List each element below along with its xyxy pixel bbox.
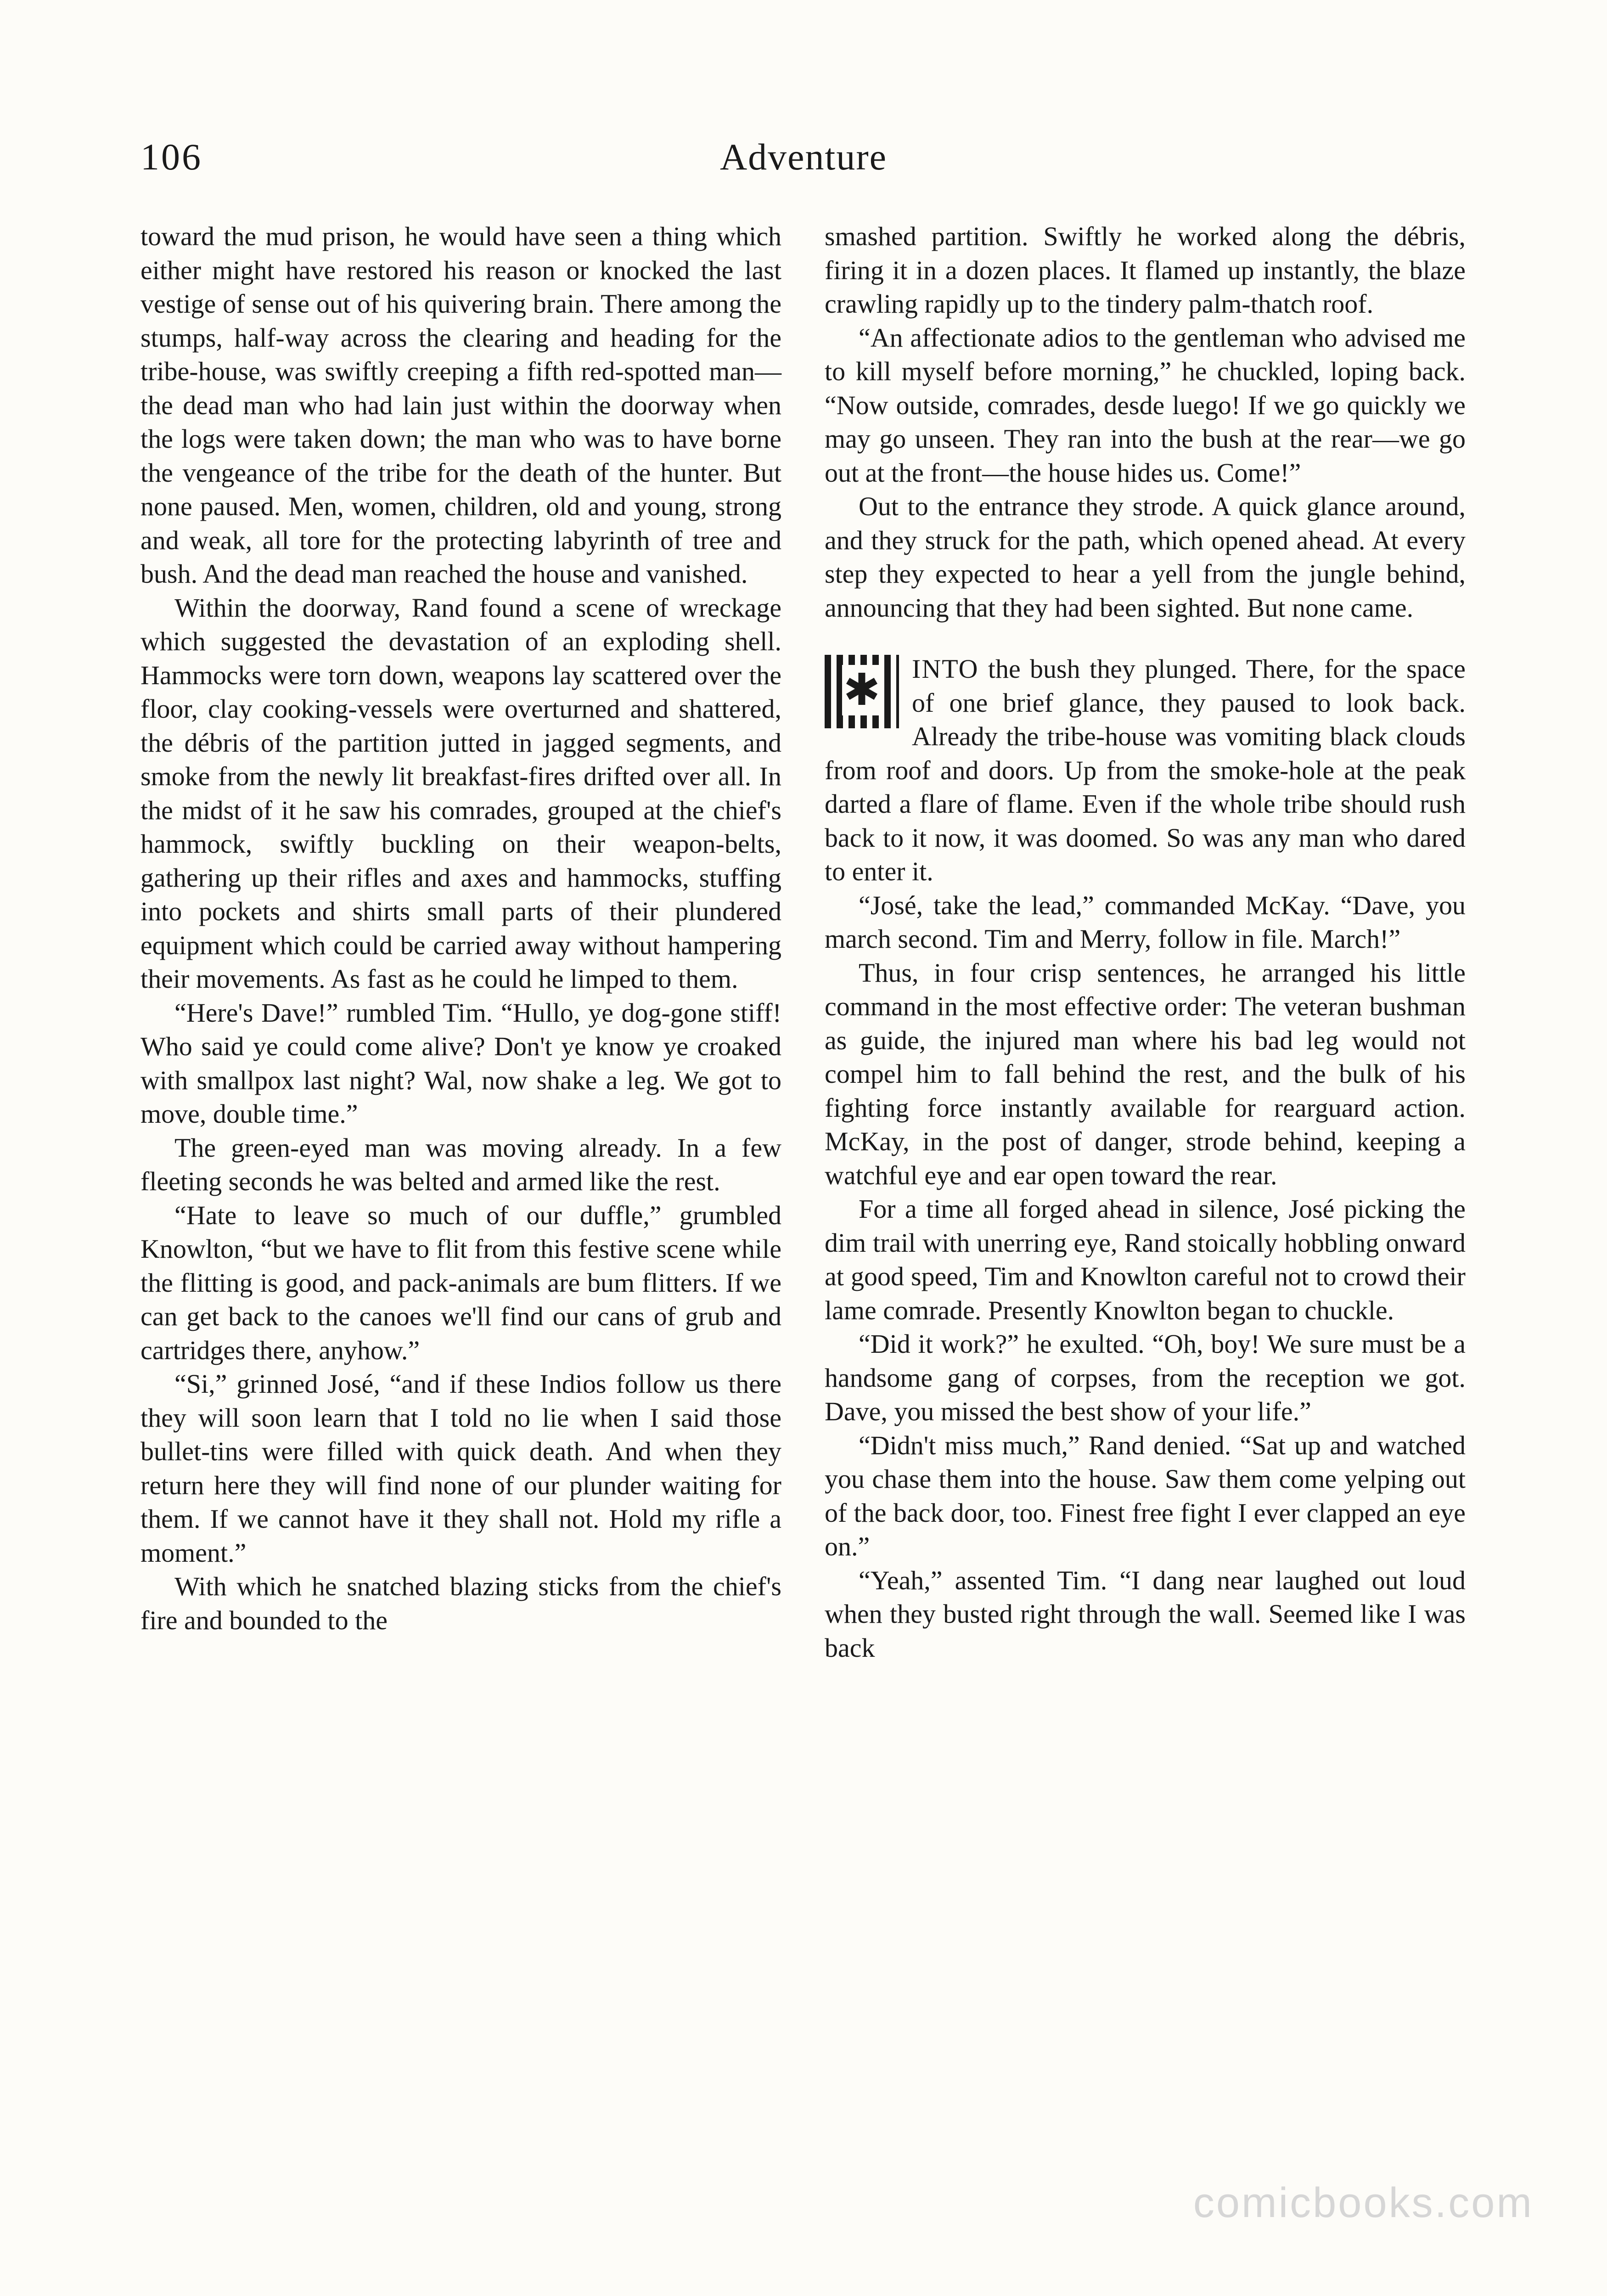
running-title: Adventure xyxy=(719,136,888,178)
paragraph: smashed partition. Swiftly he worked along the débris, firing it in a dozen places. It flamed up instantly, the blaze crawling rapidly up to the tindery palm-thatch roof. xyxy=(825,221,1466,319)
page-number: 106 xyxy=(140,136,202,178)
paragraph: For a time all forged ahead in silence, José picking the dim trail with unerring eye, Rand stoically hobbling onward at good speed, Tim and Knowlton careful not to crowd their lame comrade. Presently Knowlton began to chuckle. xyxy=(825,1194,1466,1325)
paragraph: Thus, in four crisp sentences, he arranged his little command in the most effective order: The veteran bushman as guide, the injured man where his bad leg would not compel him to fall behind the rest, and the bulk of his fighting force instantly available for rearguard action. McKay, in the post of danger, strode behind, keeping a watchful eye and ear open toward the rear. xyxy=(825,957,1466,1190)
paragraph: Within the doorway, Rand found a scene of wreckage which suggested the devastation of an exploding shell. Hammocks were torn down, weapons lay scattered over the floor, clay cooking-vessels were overturned and shattered, the débris of the partition jutted in jagged segments, and smoke from the newly lit breakfast-fires drifted over all. In the midst of it he saw his comrades, grouped at the chief's hammock, swiftly buckling on their weapon-belts, gathering up their rifles and axes and hammocks, stuffing into pockets and shirts small parts of their plundered equipment which could be carried away without hampering their movements. As fast as he could he limped to them. xyxy=(140,592,781,994)
watermark: comicbooks.com xyxy=(1193,2179,1534,2226)
paragraph: “Did it work?” he exulted. “Oh, boy! We sure must be a handsome gang of corpses, from the reception we got. Dave, you missed the best show of your life.” xyxy=(825,1329,1466,1426)
section-opening-paragraph xyxy=(825,652,1466,889)
paragraph: “Yeah,” assented Tim. “I dang near laughed out loud when they busted right through the wall. Seemed like I was back xyxy=(825,1565,1466,1663)
paragraph: “José, take the lead,” commanded McKay. “Dave, you march second. Tim and Merry, follow in file. March!” xyxy=(825,890,1466,954)
paragraph: “Hate to leave so much of our duffle,” grumbled Knowlton, “but we have to flit from this festive scene while the flitting is good, and pack-animals are bum flitters. If we can get back to the canoes we'll find our cans of grub and cartridges there, anyhow.” xyxy=(140,1200,781,1365)
left-column xyxy=(140,219,781,1637)
section-opening-text: the bush they plunged. There, for the space of one brief glance, they paused to look back. Already the tribe-house was vomiting black clouds from roof and doors. Up from the smoke-hole at the peak darted a flare of flame. Even if the whole tribe should rush back to it now, it was doomed. So was any man who dared to enter it. xyxy=(825,654,1466,886)
paragraph: “Didn't miss much,” Rand denied. “Sat up and watched you chase them into the house. Saw them come yelping out of the back door, too. Finest free fight I ever clapped an eye on.” xyxy=(825,1430,1466,1561)
paragraph: “Si,” grinned José, “and if these Indios follow us there they will soon learn that I told no lie when I said those bullet-tins were filled with quick death. And when they return here they will find none of our plunder waiting for them. If we cannot have it they shall not. Hold my rifle a moment.” xyxy=(140,1369,781,1568)
right-column xyxy=(825,219,1466,1665)
section-break xyxy=(825,625,1466,652)
ornament-icon xyxy=(825,655,899,728)
paragraph: “Here's Dave!” rumbled Tim. “Hullo, ye dog-gone stiff! Who said ye could come alive? Don't ye know ye croaked with smallpox last night? Wal, now shake a leg. We got to move, double time.” xyxy=(140,997,781,1129)
paragraph: “An affectionate adios to the gentleman who advised me to kill myself before morning,” he chuckled, loping back. “Now outside, comrades, desde luego! If we go quickly we may go unseen. They ran into the bush at the rear—we go out at the front—the house hides us. Come!” xyxy=(825,322,1466,488)
page-header xyxy=(140,135,1467,191)
paragraph: Out to the entrance they strode. A quick glance around, and they struck for the path, which opened ahead. At every step they expected to hear a yell from the jungle behind, announcing that they had been sighted. But none came. xyxy=(825,491,1466,623)
paragraph: toward the mud prison, he would have seen a thing which either might have restored his reason or knocked the last vestige of sense out of his quivering brain. There among the stumps, half-way across the clearing and heading for the tribe-house, was swiftly creeping a fifth red-spotted man—the dead man who had lain just within the doorway when the logs were taken down; the man who was to have borne the vengeance of the tribe for the death of the hunter. But none paused. Men, women, children, old and young, strong and weak, all tore for the protecting labyrinth of tree and bush. And the dead man reached the house and vanished. xyxy=(140,221,781,589)
section-opening-word: INTO xyxy=(912,654,979,684)
paragraph: With which he snatched blazing sticks from the chief's fire and bounded to the xyxy=(140,1571,781,1635)
paragraph: The green-eyed man was moving already. In a few fleeting seconds he was belted and armed like the rest. xyxy=(140,1132,781,1196)
